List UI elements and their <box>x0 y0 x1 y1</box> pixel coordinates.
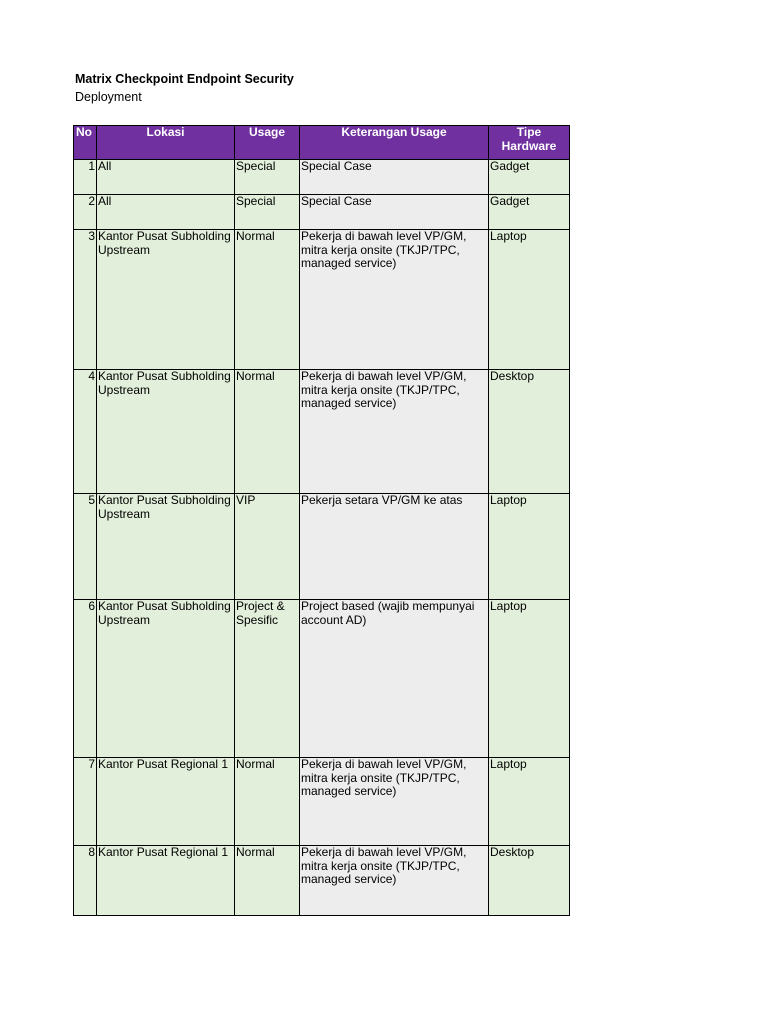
cell-keterangan-usage: Pekerja di bawah level VP/GM, mitra kerja onsite (TKJP/TPC, managed service) <box>300 230 489 370</box>
table-row <box>74 370 570 494</box>
cell-keterangan-usage: Project based (wajib mempunyai account AD) <box>300 600 489 758</box>
cell-tipe-hardware: Gadget <box>489 195 570 230</box>
cell-lokasi: Kantor Pusat Subholding Upstream <box>97 600 235 758</box>
cell-lokasi: Kantor Pusat Regional 1 <box>97 758 235 846</box>
cell-keterangan-usage: Special Case <box>300 160 489 195</box>
header-keterangan-usage: Keterangan Usage <box>300 126 489 160</box>
cell-tipe-hardware: Laptop <box>489 494 570 600</box>
cell-lokasi: Kantor Pusat Regional 1 <box>97 846 235 916</box>
cell-tipe-hardware: Gadget <box>489 160 570 195</box>
cell-keterangan-usage: Special Case <box>300 195 489 230</box>
table-row <box>74 494 570 600</box>
header-no: No <box>74 126 97 160</box>
cell-no: 7 <box>74 758 97 846</box>
cell-tipe-hardware: Laptop <box>489 230 570 370</box>
document-subtitle: Deployment <box>75 90 142 104</box>
cell-lokasi: All <box>97 160 235 195</box>
cell-keterangan-usage: Pekerja setara VP/GM ke atas <box>300 494 489 600</box>
matrix-table <box>73 125 570 916</box>
table-row <box>74 160 570 195</box>
header-tipe-hardware: Tipe Hardware <box>489 126 570 160</box>
cell-no: 1 <box>74 160 97 195</box>
cell-usage: VIP <box>235 494 300 600</box>
cell-lokasi: All <box>97 195 235 230</box>
cell-usage: Normal <box>235 230 300 370</box>
cell-tipe-hardware: Laptop <box>489 600 570 758</box>
table-row <box>74 600 570 758</box>
cell-lokasi: Kantor Pusat Subholding Upstream <box>97 370 235 494</box>
cell-no: 5 <box>74 494 97 600</box>
table-row <box>74 758 570 846</box>
cell-lokasi: Kantor Pusat Subholding Upstream <box>97 494 235 600</box>
cell-keterangan-usage: Pekerja di bawah level VP/GM, mitra kerja onsite (TKJP/TPC, managed service) <box>300 846 489 916</box>
cell-no: 4 <box>74 370 97 494</box>
cell-usage: Project & Spesific <box>235 600 300 758</box>
header-usage: Usage <box>235 126 300 160</box>
cell-usage: Special <box>235 160 300 195</box>
cell-tipe-hardware: Desktop <box>489 370 570 494</box>
cell-keterangan-usage: Pekerja di bawah level VP/GM, mitra kerja onsite (TKJP/TPC, managed service) <box>300 370 489 494</box>
cell-no: 3 <box>74 230 97 370</box>
cell-keterangan-usage: Pekerja di bawah level VP/GM, mitra kerja onsite (TKJP/TPC, managed service) <box>300 758 489 846</box>
cell-no: 6 <box>74 600 97 758</box>
cell-no: 8 <box>74 846 97 916</box>
table-row <box>74 846 570 916</box>
cell-no: 2 <box>74 195 97 230</box>
table-header-row <box>74 126 570 160</box>
table-row <box>74 195 570 230</box>
cell-usage: Normal <box>235 370 300 494</box>
cell-usage: Normal <box>235 758 300 846</box>
cell-usage: Special <box>235 195 300 230</box>
cell-usage: Normal <box>235 846 300 916</box>
cell-lokasi: Kantor Pusat Subholding Upstream <box>97 230 235 370</box>
table-row <box>74 230 570 370</box>
header-lokasi: Lokasi <box>97 126 235 160</box>
cell-tipe-hardware: Desktop <box>489 846 570 916</box>
document-title: Matrix Checkpoint Endpoint Security <box>75 72 294 86</box>
cell-tipe-hardware: Laptop <box>489 758 570 846</box>
